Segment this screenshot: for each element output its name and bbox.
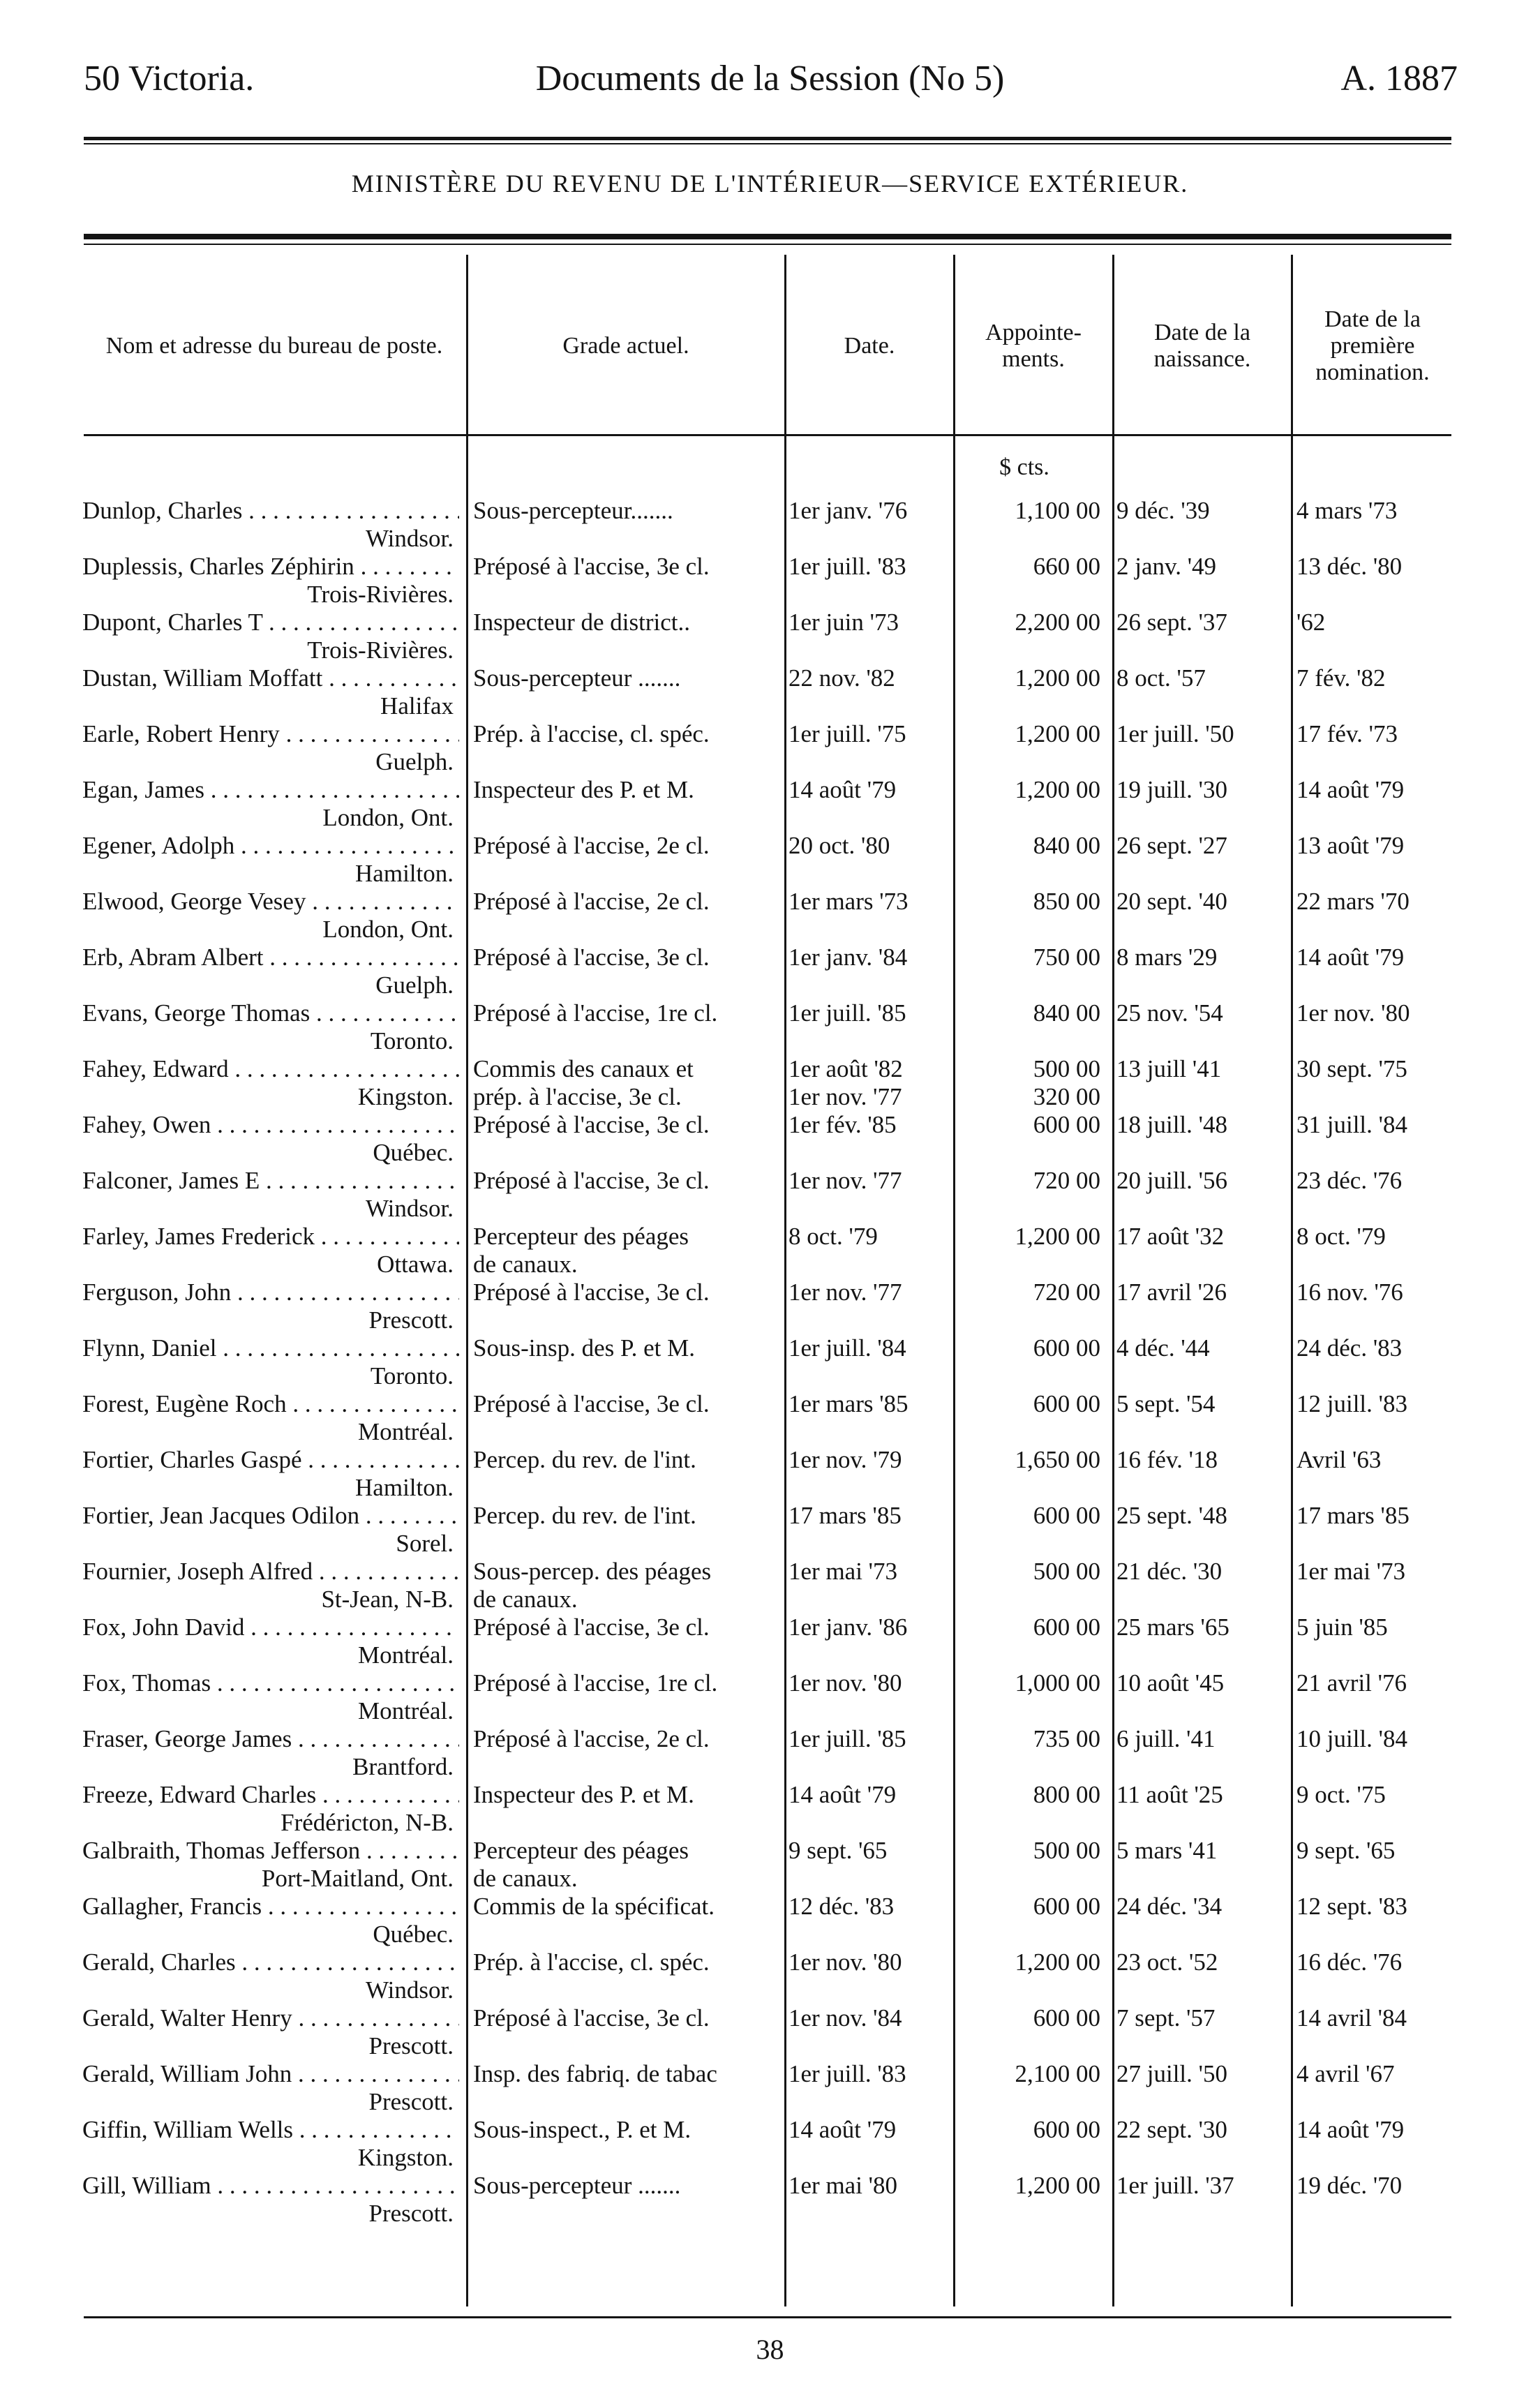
row-place: Sorel. bbox=[396, 1530, 454, 1557]
row-appointments: 600 00 bbox=[1033, 1613, 1100, 1641]
row-birth-date: 4 déc. '44 bbox=[1116, 1334, 1210, 1362]
row-first-nomination: Avril '63 bbox=[1296, 1446, 1382, 1473]
row-first-nomination: 9 sept. '65 bbox=[1296, 1837, 1396, 1864]
row-grade: Préposé à l'accise, 2e cl. bbox=[473, 832, 710, 859]
table-row bbox=[0, 1390, 1540, 1446]
row-grade: Préposé à l'accise, 1re cl. bbox=[473, 999, 718, 1027]
row-place: Windsor. bbox=[366, 1195, 454, 1222]
row-first-nomination: 17 mars '85 bbox=[1296, 1502, 1410, 1529]
row-place: Windsor. bbox=[366, 525, 454, 552]
row-name: Gerald, Walter Henry . . . bbox=[82, 2004, 459, 2032]
table-row bbox=[0, 2116, 1540, 2172]
row-date: 1er janv. '76 bbox=[788, 497, 908, 524]
row-place: Kingston. bbox=[357, 1083, 454, 1110]
row-place: Montréal. bbox=[357, 1697, 454, 1724]
row-name: Freeze, Edward Charles . . . bbox=[82, 1781, 459, 1809]
row-place: Trois-Rivières. bbox=[307, 636, 454, 664]
row-first-nomination: 14 août '79 bbox=[1296, 944, 1405, 971]
row-grade: Inspecteur des P. et M. bbox=[473, 1781, 694, 1808]
row-grade: Préposé à l'accise, 3e cl. bbox=[473, 944, 710, 971]
row-date: 1er janv. '86 bbox=[788, 1613, 908, 1641]
table-row bbox=[0, 497, 1540, 553]
row-name: Fox, John David . . . bbox=[82, 1613, 459, 1641]
row-birth-date: 1er juill. '37 bbox=[1116, 2172, 1234, 2199]
row-place: Québec. bbox=[373, 1921, 454, 1948]
row-birth-date: 24 déc. '34 bbox=[1116, 1893, 1223, 1920]
row-name: Fournier, Joseph Alfred . . . bbox=[82, 1558, 459, 1586]
row-date: 17 mars '85 bbox=[788, 1502, 902, 1529]
table-row bbox=[0, 999, 1540, 1055]
row-date: 1er juill. '83 bbox=[788, 553, 906, 580]
row-first-nomination: 7 fév. '82 bbox=[1296, 664, 1386, 692]
row-first-nomination: 16 déc. '76 bbox=[1296, 1948, 1403, 1976]
row-date: 12 déc. '83 bbox=[788, 1893, 895, 1920]
row-name: Gerald, William John . . . bbox=[82, 2060, 459, 2088]
row-date: 1er nov. '80 bbox=[788, 1669, 902, 1697]
row-name: Erb, Abram Albert . . . bbox=[82, 944, 459, 971]
row-date: 14 août '79 bbox=[788, 2116, 897, 2143]
row-name: Egan, James . . . bbox=[82, 776, 459, 804]
ministry-title: MINISTÈRE DU REVENU DE L'INTÉRIEUR—SERVICE EXTÉRIEUR. bbox=[351, 170, 1189, 197]
row-birth-date: 22 sept. '30 bbox=[1116, 2116, 1227, 2143]
row-date: 14 août '79 bbox=[788, 776, 897, 803]
row-place: Toronto. bbox=[370, 1362, 454, 1389]
row-birth-date: 7 sept. '57 bbox=[1116, 2004, 1216, 2032]
table-row bbox=[0, 888, 1540, 944]
row-place: Halifax bbox=[380, 692, 454, 720]
row-appointments: 735 00 bbox=[1033, 1725, 1100, 1752]
row-first-nomination: '62 bbox=[1296, 609, 1326, 636]
row-place: Montréal. bbox=[357, 1641, 454, 1669]
row-grade: Prép. à l'accise, cl. spéc. bbox=[473, 1948, 710, 1976]
row-date: 1er nov. '77 bbox=[788, 1279, 902, 1306]
row-birth-date: 16 fév. '18 bbox=[1116, 1446, 1218, 1473]
row-place: London, Ont. bbox=[322, 804, 454, 831]
row-place: Prescott. bbox=[368, 2200, 454, 2227]
row-grade: Percepteur des péages bbox=[473, 1223, 689, 1250]
table-row bbox=[0, 1948, 1540, 2004]
row-place: Toronto. bbox=[370, 1027, 454, 1054]
table-top-rule-thin bbox=[84, 244, 1451, 245]
row-name: Galbraith, Thomas Jefferson . . . bbox=[82, 1837, 459, 1865]
row-name: Duplessis, Charles Zéphirin . . . bbox=[82, 553, 459, 581]
table-row bbox=[0, 1446, 1540, 1502]
row-name: Fraser, George James . . . bbox=[82, 1725, 459, 1753]
row-place: Guelph. bbox=[375, 748, 454, 775]
row-grade-continued: prép. à l'accise, 3e cl. bbox=[473, 1083, 682, 1110]
row-place: Brantford. bbox=[352, 1753, 454, 1780]
row-name: Gerald, Charles . . . bbox=[82, 1948, 459, 1976]
row-grade: Prép. à l'accise, cl. spéc. bbox=[473, 720, 710, 747]
row-date: 1er mars '85 bbox=[788, 1390, 909, 1417]
table-row bbox=[0, 720, 1540, 776]
row-birth-date: 1er juill. '50 bbox=[1116, 720, 1234, 747]
row-first-nomination: 19 déc. '70 bbox=[1296, 2172, 1403, 2199]
row-first-nomination: 24 déc. '83 bbox=[1296, 1334, 1403, 1362]
row-date: 1er juill. '75 bbox=[788, 720, 906, 747]
row-birth-date: 20 juill. '56 bbox=[1116, 1167, 1227, 1194]
row-name: Flynn, Daniel . . . bbox=[82, 1334, 459, 1362]
table-row bbox=[0, 776, 1540, 832]
row-name: Dunlop, Charles . . . bbox=[82, 497, 459, 525]
row-grade: Inspecteur des P. et M. bbox=[473, 776, 694, 803]
row-appointments: 660 00 bbox=[1033, 553, 1100, 580]
column-header-grade: Grade actuel. bbox=[562, 333, 689, 359]
row-date: 22 nov. '82 bbox=[788, 664, 895, 692]
table-bottom-rule bbox=[84, 2316, 1451, 2318]
column-header-appointments: Appointe-ments. bbox=[985, 320, 1082, 372]
row-name: Dupont, Charles T . . . bbox=[82, 609, 459, 636]
row-date: 1er nov. '79 bbox=[788, 1446, 902, 1473]
row-date: 1er août '82 bbox=[788, 1055, 903, 1082]
page-number: 38 bbox=[756, 2334, 784, 2365]
row-grade: Préposé à l'accise, 3e cl. bbox=[473, 1111, 710, 1138]
row-first-nomination: 1er nov. '80 bbox=[1296, 999, 1410, 1027]
row-name: Earle, Robert Henry . . . bbox=[82, 720, 459, 748]
row-appointments-second: 320 00 bbox=[1033, 1083, 1100, 1110]
row-first-nomination: 1er mai '73 bbox=[1296, 1558, 1405, 1585]
row-first-nomination: 22 mars '70 bbox=[1296, 888, 1410, 915]
row-grade: Préposé à l'accise, 3e cl. bbox=[473, 553, 710, 580]
row-appointments: 600 00 bbox=[1033, 1390, 1100, 1417]
table-row bbox=[0, 1223, 1540, 1279]
row-place: Frédéricton, N-B. bbox=[281, 1809, 454, 1836]
header-separator-rule bbox=[84, 434, 1451, 436]
row-birth-date: 25 mars '65 bbox=[1116, 1613, 1229, 1641]
column-header-first-nomination: Date de la première nomination. bbox=[1315, 306, 1430, 385]
row-date: 9 sept. '65 bbox=[788, 1837, 888, 1864]
row-appointments: 500 00 bbox=[1033, 1558, 1100, 1585]
table-row bbox=[0, 553, 1540, 609]
row-birth-date: 18 juill. '48 bbox=[1116, 1111, 1227, 1138]
row-birth-date: 27 juill. '50 bbox=[1116, 2060, 1227, 2087]
row-name: Fahey, Edward . . . bbox=[82, 1055, 459, 1083]
row-first-nomination: 16 nov. '76 bbox=[1296, 1279, 1403, 1306]
table-row bbox=[0, 1781, 1540, 1837]
row-birth-date: 8 oct. '57 bbox=[1116, 664, 1206, 692]
table-row bbox=[0, 1613, 1540, 1669]
row-grade: Préposé à l'accise, 3e cl. bbox=[473, 1279, 710, 1306]
table-row bbox=[0, 1893, 1540, 1948]
row-birth-date: 25 nov. '54 bbox=[1116, 999, 1223, 1027]
row-birth-date: 23 oct. '52 bbox=[1116, 1948, 1218, 1976]
column-header-birth-date: Date de la naissance. bbox=[1153, 320, 1251, 372]
table-row bbox=[0, 1502, 1540, 1558]
row-grade-continued: de canaux. bbox=[473, 1251, 578, 1278]
row-grade: Sous-percepteur ....... bbox=[473, 664, 681, 692]
row-appointments: 600 00 bbox=[1033, 1111, 1100, 1138]
row-name: Fortier, Jean Jacques Odilon . . . bbox=[82, 1502, 459, 1530]
row-date: 1er nov. '84 bbox=[788, 2004, 902, 2032]
row-birth-date: 26 sept. '37 bbox=[1116, 609, 1227, 636]
row-first-nomination: 21 avril '76 bbox=[1296, 1669, 1407, 1697]
row-appointments: 500 00 bbox=[1033, 1055, 1100, 1082]
table-row bbox=[0, 1558, 1540, 1613]
row-date: 1er nov. '80 bbox=[788, 1948, 902, 1976]
header-rule-thin bbox=[84, 143, 1451, 144]
row-place: Prescott. bbox=[368, 1306, 454, 1334]
row-first-nomination: 31 juill. '84 bbox=[1296, 1111, 1407, 1138]
row-name: Fox, Thomas . . . bbox=[82, 1669, 459, 1697]
row-appointments: 2,200 00 bbox=[1015, 609, 1100, 636]
row-birth-date: 13 juill '41 bbox=[1116, 1055, 1222, 1082]
row-name: Gallagher, Francis . . . bbox=[82, 1893, 459, 1921]
table-row bbox=[0, 832, 1540, 888]
row-appointments: 750 00 bbox=[1033, 944, 1100, 971]
row-date: 1er janv. '84 bbox=[788, 944, 908, 971]
row-appointments: 1,200 00 bbox=[1015, 720, 1100, 747]
row-grade: Préposé à l'accise, 1re cl. bbox=[473, 1669, 718, 1697]
table-row bbox=[0, 1725, 1540, 1781]
row-grade: Sous-insp. des P. et M. bbox=[473, 1334, 695, 1362]
row-appointments: 1,200 00 bbox=[1015, 664, 1100, 692]
row-appointments: 500 00 bbox=[1033, 1837, 1100, 1864]
row-name: Elwood, George Vesey . . . bbox=[82, 888, 459, 916]
row-first-nomination: 30 sept. '75 bbox=[1296, 1055, 1407, 1082]
row-appointments: 840 00 bbox=[1033, 999, 1100, 1027]
row-place: Trois-Rivières. bbox=[307, 581, 454, 608]
table-row bbox=[0, 1334, 1540, 1390]
row-appointments: 1,100 00 bbox=[1015, 497, 1100, 524]
row-name: Fahey, Owen . . . bbox=[82, 1111, 459, 1139]
row-birth-date: 6 juill. '41 bbox=[1116, 1725, 1216, 1752]
row-name: Ferguson, John . . . bbox=[82, 1279, 459, 1306]
row-grade: Sous-percep. des péages bbox=[473, 1558, 712, 1585]
row-appointments: 600 00 bbox=[1033, 1502, 1100, 1529]
row-first-nomination: 23 déc. '76 bbox=[1296, 1167, 1403, 1194]
row-appointments: 2,100 00 bbox=[1015, 2060, 1100, 2087]
row-place: Hamilton. bbox=[355, 860, 454, 887]
row-first-nomination: 14 août '79 bbox=[1296, 776, 1405, 803]
row-birth-date: 5 mars '41 bbox=[1116, 1837, 1218, 1864]
row-grade: Commis de la spécificat. bbox=[473, 1893, 715, 1920]
table-row bbox=[0, 609, 1540, 664]
row-date: 1er juin '73 bbox=[788, 609, 899, 636]
row-appointments: 1,200 00 bbox=[1015, 776, 1100, 803]
row-grade: Préposé à l'accise, 2e cl. bbox=[473, 888, 710, 915]
row-grade-continued: de canaux. bbox=[473, 1586, 578, 1613]
row-date: 8 oct. '79 bbox=[788, 1223, 878, 1250]
row-first-nomination: 10 juill. '84 bbox=[1296, 1725, 1407, 1752]
row-date: 1er juill. '84 bbox=[788, 1334, 906, 1362]
row-appointments: 1,200 00 bbox=[1015, 2172, 1100, 2199]
column-header-date: Date. bbox=[844, 333, 895, 359]
row-appointments: 600 00 bbox=[1033, 1334, 1100, 1362]
table-row bbox=[0, 2060, 1540, 2116]
row-grade: Insp. des fabriq. de tabac bbox=[473, 2060, 717, 2087]
row-first-nomination: 17 fév. '73 bbox=[1296, 720, 1398, 747]
row-birth-date: 25 sept. '48 bbox=[1116, 1502, 1227, 1529]
row-appointments: 1,200 00 bbox=[1015, 1948, 1100, 1976]
row-grade-continued: de canaux. bbox=[473, 1865, 578, 1892]
row-first-nomination: 8 oct. '79 bbox=[1296, 1223, 1386, 1250]
table-row bbox=[0, 944, 1540, 999]
header-rule bbox=[84, 137, 1451, 140]
row-date: 1er juill. '83 bbox=[788, 2060, 906, 2087]
row-place: Port-Maitland, Ont. bbox=[261, 1865, 454, 1892]
row-appointments: 600 00 bbox=[1033, 2116, 1100, 2143]
row-name: Evans, George Thomas . . . bbox=[82, 999, 459, 1027]
row-date: 1er mai '73 bbox=[788, 1558, 897, 1585]
row-grade: Percep. du rev. de l'int. bbox=[473, 1446, 696, 1473]
row-grade: Préposé à l'accise, 2e cl. bbox=[473, 1725, 710, 1752]
row-appointments: 1,200 00 bbox=[1015, 1223, 1100, 1250]
row-place: Prescott. bbox=[368, 2088, 454, 2115]
row-name: Farley, James Frederick . . . bbox=[82, 1223, 459, 1251]
row-grade: Percepteur des péages bbox=[473, 1837, 689, 1864]
row-appointments: 600 00 bbox=[1033, 1893, 1100, 1920]
row-name: Dustan, William Moffatt . . . bbox=[82, 664, 459, 692]
row-birth-date: 10 août '45 bbox=[1116, 1669, 1225, 1697]
row-date: 1er nov. '77 bbox=[788, 1167, 902, 1194]
currency-unit-label: $ cts. bbox=[999, 454, 1049, 480]
row-grade: Sous-percepteur....... bbox=[473, 497, 673, 524]
row-birth-date: 21 déc. '30 bbox=[1116, 1558, 1223, 1585]
table-row bbox=[0, 664, 1540, 720]
table-row bbox=[0, 1837, 1540, 1893]
row-appointments: 720 00 bbox=[1033, 1279, 1100, 1306]
table-row bbox=[0, 1111, 1540, 1167]
row-name: Egener, Adolph . . . bbox=[82, 832, 459, 860]
table-row bbox=[0, 2172, 1540, 2228]
row-appointments: 840 00 bbox=[1033, 832, 1100, 859]
row-birth-date: 8 mars '29 bbox=[1116, 944, 1218, 971]
row-first-nomination: 4 mars '73 bbox=[1296, 497, 1398, 524]
row-birth-date: 11 août '25 bbox=[1116, 1781, 1223, 1808]
row-appointments: 1,000 00 bbox=[1015, 1669, 1100, 1697]
row-place: Hamilton. bbox=[355, 1474, 454, 1501]
row-first-nomination: 12 sept. '83 bbox=[1296, 1893, 1407, 1920]
row-birth-date: 19 juill. '30 bbox=[1116, 776, 1227, 803]
row-name: Forest, Eugène Roch . . . bbox=[82, 1390, 459, 1418]
row-grade: Commis des canaux et bbox=[473, 1055, 694, 1082]
row-grade: Préposé à l'accise, 3e cl. bbox=[473, 2004, 710, 2032]
row-place: Ottawa. bbox=[377, 1251, 454, 1278]
table-row bbox=[0, 1669, 1540, 1725]
column-header-name: Nom et adresse du bureau de poste. bbox=[105, 333, 443, 359]
row-first-nomination: 13 déc. '80 bbox=[1296, 553, 1403, 580]
row-appointments: 850 00 bbox=[1033, 888, 1100, 915]
row-grade: Sous-inspect., P. et M. bbox=[473, 2116, 691, 2143]
row-birth-date: 5 sept. '54 bbox=[1116, 1390, 1216, 1417]
row-name: Fortier, Charles Gaspé . . . bbox=[82, 1446, 459, 1474]
row-place: Guelph. bbox=[375, 971, 454, 999]
row-appointments: 600 00 bbox=[1033, 2004, 1100, 2032]
table-top-rule bbox=[84, 234, 1451, 239]
row-place: St-Jean, N-B. bbox=[321, 1586, 454, 1613]
row-date: 1er mars '73 bbox=[788, 888, 909, 915]
row-place: London, Ont. bbox=[322, 916, 454, 943]
row-date: 14 août '79 bbox=[788, 1781, 897, 1808]
row-first-nomination: 14 avril '84 bbox=[1296, 2004, 1407, 2032]
row-birth-date: 9 déc. '39 bbox=[1116, 497, 1210, 524]
row-grade: Inspecteur de district.. bbox=[473, 609, 691, 636]
row-first-nomination: 14 août '79 bbox=[1296, 2116, 1405, 2143]
row-date-second: 1er nov. '77 bbox=[788, 1083, 902, 1110]
row-appointments: 720 00 bbox=[1033, 1167, 1100, 1194]
row-date: 1er mai '80 bbox=[788, 2172, 897, 2199]
row-date: 1er fév. '85 bbox=[788, 1111, 897, 1138]
row-first-nomination: 12 juill. '83 bbox=[1296, 1390, 1407, 1417]
row-name: Falconer, James E . . . bbox=[82, 1167, 459, 1195]
table-row bbox=[0, 2004, 1540, 2060]
header-session-year: 50 Victoria. bbox=[84, 59, 255, 98]
table-row bbox=[0, 1279, 1540, 1334]
row-place: Windsor. bbox=[366, 1976, 454, 2004]
row-date: 1er juill. '85 bbox=[788, 999, 906, 1027]
row-name: Gill, William . . . bbox=[82, 2172, 459, 2200]
row-first-nomination: 5 juin '85 bbox=[1296, 1613, 1388, 1641]
row-grade: Préposé à l'accise, 3e cl. bbox=[473, 1613, 710, 1641]
row-birth-date: 17 août '32 bbox=[1116, 1223, 1225, 1250]
row-name: Giffin, William Wells . . . bbox=[82, 2116, 459, 2144]
row-date: 1er juill. '85 bbox=[788, 1725, 906, 1752]
row-appointments: 1,650 00 bbox=[1015, 1446, 1100, 1473]
row-grade: Sous-percepteur ....... bbox=[473, 2172, 681, 2199]
row-birth-date: 2 janv. '49 bbox=[1116, 553, 1217, 580]
row-first-nomination: 13 août '79 bbox=[1296, 832, 1405, 859]
header-document-title: Documents de la Session (No 5) bbox=[535, 59, 1005, 98]
row-first-nomination: 9 oct. '75 bbox=[1296, 1781, 1386, 1808]
row-birth-date: 26 sept. '27 bbox=[1116, 832, 1227, 859]
row-appointments: 800 00 bbox=[1033, 1781, 1100, 1808]
row-birth-date: 17 avril '26 bbox=[1116, 1279, 1227, 1306]
row-grade: Préposé à l'accise, 3e cl. bbox=[473, 1167, 710, 1194]
row-grade: Percep. du rev. de l'int. bbox=[473, 1502, 696, 1529]
header-year: A. 1887 bbox=[1340, 59, 1458, 98]
row-first-nomination: 4 avril '67 bbox=[1296, 2060, 1395, 2087]
row-date: 20 oct. '80 bbox=[788, 832, 890, 859]
row-place: Montréal. bbox=[357, 1418, 454, 1445]
table-row bbox=[0, 1055, 1540, 1111]
row-grade: Préposé à l'accise, 3e cl. bbox=[473, 1390, 710, 1417]
table-row bbox=[0, 1167, 1540, 1223]
row-birth-date: 20 sept. '40 bbox=[1116, 888, 1227, 915]
row-place: Québec. bbox=[373, 1139, 454, 1166]
row-place: Kingston. bbox=[357, 2144, 454, 2171]
row-place: Prescott. bbox=[368, 2032, 454, 2059]
